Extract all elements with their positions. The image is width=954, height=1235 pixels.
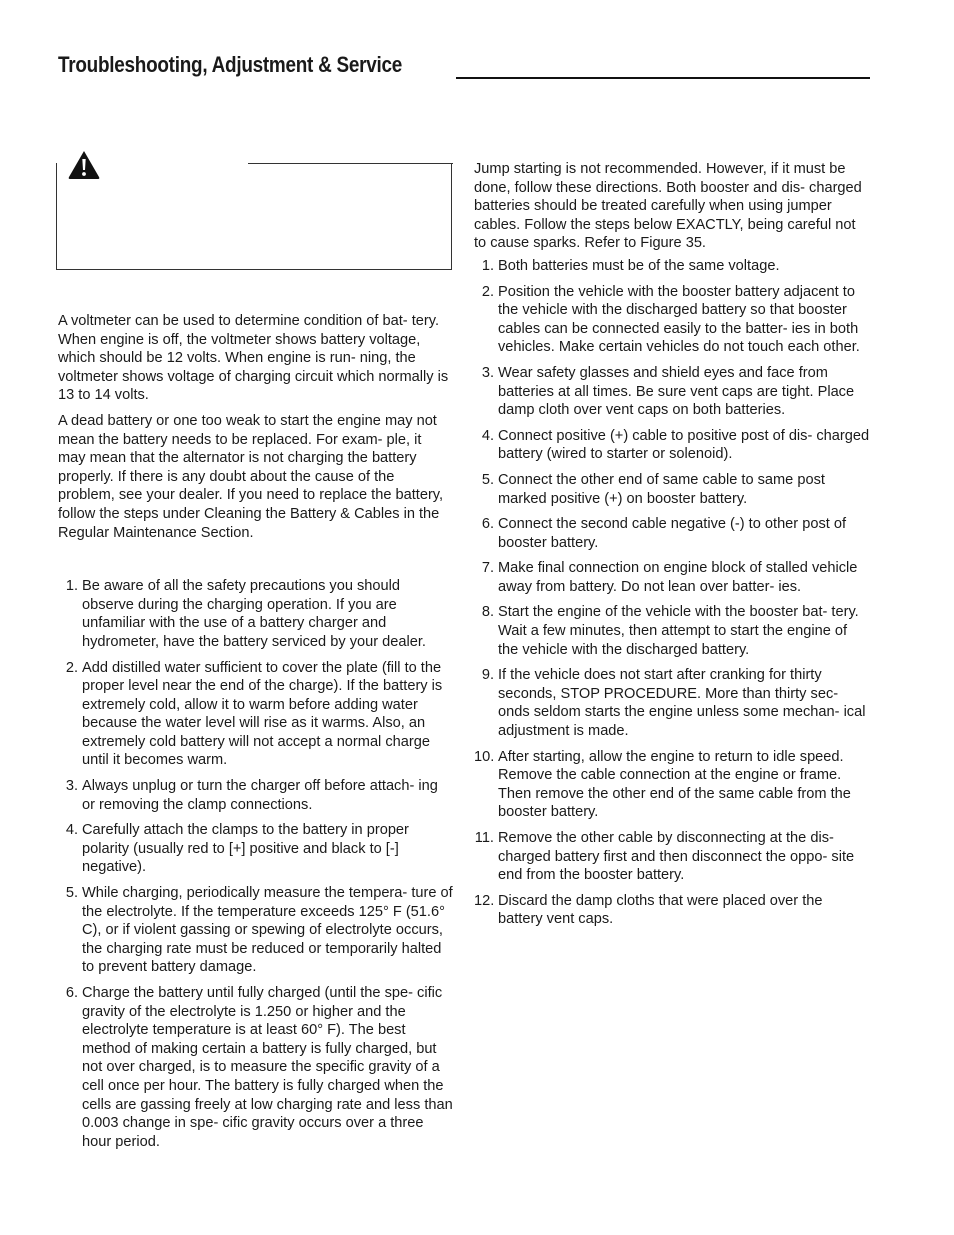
right-column bbox=[474, 160, 870, 936]
left-column bbox=[58, 312, 453, 1158]
list-item: 8. Start the engine of the vehicle with the booster bat- tery. Wait a few minutes, then attempt to start the engine of the vehicle with the discharged battery. bbox=[481, 604, 859, 658]
list-item: 10. After starting, allow the engine to return to idle speed. Remove the cable connection at the engine or frame. Then remove the other end of the same cable from the booster battery. bbox=[474, 748, 851, 821]
jump-start-steps-list bbox=[474, 257, 870, 929]
jump-start-intro: Jump starting is not recommended. However, if it must be done, follow these directions. Both booster and dis- charged batteries should be treated carefully when using jumper cables. Follow the steps below EXACTLY, being careful not to cause sparks. Refer to Figure 35. bbox=[474, 161, 862, 252]
warning-box-top-border bbox=[248, 163, 453, 164]
charging-steps-list bbox=[58, 577, 453, 1151]
list-item: 6. Charge the battery until fully charged (until the spe- cific gravity of the electrolyte is 1.250 or higher and the electrolyte temperature is at least 60° F). The best method of making certain a battery is fully charged, but not over charged, is to measure the specific gravity of a cell once per hour. The battery is fully charged when the cells are gassing freely at low charging rate and less than 0.003 change in spe- cific gravity occurs over a three hour period. bbox=[65, 985, 453, 1150]
list-item: 7. Make final connection on engine block of stalled vehicle away from battery. Do not lean over batter- ies. bbox=[481, 560, 858, 595]
list-item: 1. Both batteries must be of the same voltage. bbox=[481, 257, 780, 274]
warning-box bbox=[56, 163, 452, 270]
section-title: Troubleshooting, Adjustment & Service bbox=[58, 52, 403, 77]
dead-battery-paragraph: A dead battery or one too weak to start the engine may not mean the battery needs to be replaced. For exam- ple, it may mean that the alternator is not charging the battery properly. If there is any doubt about the cause of the problem, see your dealer. If you need to replace the battery, follow the steps under Cleaning the Battery & Cables in the Regular Maintenance Section. bbox=[58, 412, 444, 541]
page-header bbox=[58, 52, 870, 82]
list-item: 2. Position the vehicle with the booster battery adjacent to the vehicle with the discharged battery so that booster cables can be connected easily to the batter- ies in both vehicles. Make certain vehicles do not touch each other. bbox=[481, 283, 860, 356]
list-item: 5. Connect the other end of same cable to same post marked positive (+) on booster battery. bbox=[481, 471, 825, 507]
list-item: 9. If the vehicle does not start after cranking for thirty seconds, STOP PROCEDURE. More than thirty sec- onds seldom starts the engine unless some mechan- ical adjustment is made. bbox=[481, 667, 866, 740]
header-rule bbox=[456, 77, 870, 79]
list-item: 3. Wear safety glasses and shield eyes and face from batteries at all times. Be sure vent caps are tight. Place damp cloth over vent caps on both batteries. bbox=[481, 364, 855, 419]
list-item: 4. Carefully attach the clamps to the battery in proper polarity (usually red to [+] positive and black to [-] negative). bbox=[65, 822, 409, 876]
list-item: 12. Discard the damp cloths that were placed over the battery vent caps. bbox=[474, 892, 823, 928]
list-item: 6. Connect the second cable negative (-) to other post of booster battery. bbox=[481, 516, 847, 551]
voltmeter-paragraph: A voltmeter can be used to determine condition of bat- tery. When engine is off, the voltmeter shows battery voltage, which should be 12 volts. When engine is run- ning, the voltmeter shows voltage of charging circuit which normally is 13 to 14 volts. bbox=[58, 313, 449, 404]
list-item: 11. Remove the other cable by disconnecting at the dis- charged battery first and then disconnect the oppo- site end from the booster battery. bbox=[474, 830, 855, 884]
list-item: 5. While charging, periodically measure the tempera- ture of the electrolyte. If the temperature exceeds 125° F (51.6° C), or if violent gassing or spewing of electrolyte occurs, the charging rate must be reduced or temporarily halted to prevent battery damage. bbox=[65, 885, 453, 976]
list-item: 1. Be aware of all the safety precautions you should observe during the charging operation. If you are unfamiliar with the use of a battery charger and hydrometer, have the battery serviced by your dealer. bbox=[65, 578, 426, 650]
warning-triangle-icon bbox=[66, 148, 102, 180]
list-item: 4. Connect positive (+) cable to positive post of dis- charged battery (wired to starter or solenoid). bbox=[481, 427, 870, 463]
list-item: 2. Add distilled water sufficient to cover the plate (fill to the proper level near the end of the charge). If the battery is extremely cold, allow it to warm before adding water because the water level will rise as it warms. Also, an extremely cold battery will not accept a normal charge until it becomes warm. bbox=[65, 659, 443, 769]
list-item: 3. Always unplug or turn the charger off before attach- ing or removing the clamp connections. bbox=[65, 778, 438, 813]
